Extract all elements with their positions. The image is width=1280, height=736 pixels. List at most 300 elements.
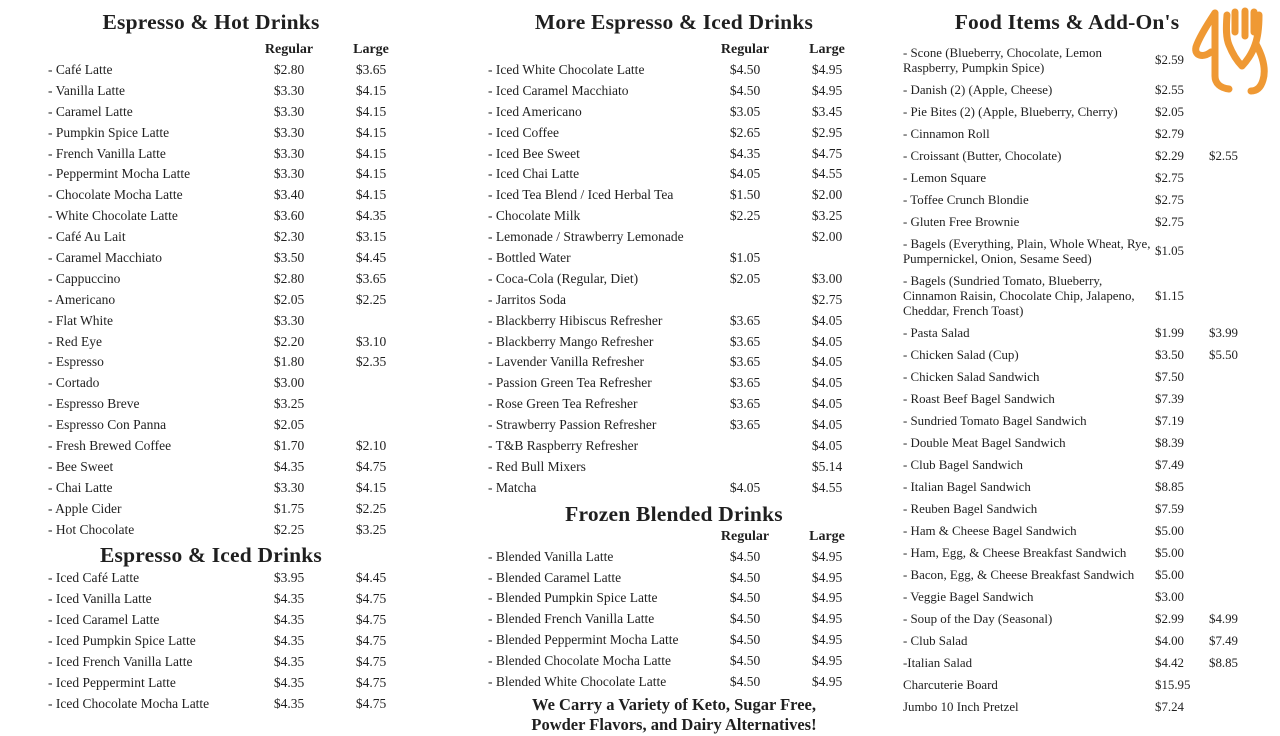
menu-item-row bbox=[40, 206, 412, 227]
menu-item-row bbox=[895, 344, 1255, 366]
price-header-large: Large bbox=[809, 42, 845, 57]
menu-item-price-large: $4.05 bbox=[811, 333, 843, 349]
menu-item-row bbox=[480, 609, 868, 630]
menu-item-price-large: $2.00 bbox=[811, 187, 843, 203]
menu-item-name: - White Chocolate Latte bbox=[48, 208, 178, 224]
menu-item-row bbox=[40, 332, 412, 353]
menu-item-price-regular: $3.30 bbox=[273, 103, 305, 119]
menu-item-row bbox=[40, 478, 412, 499]
menu-item-price-large: $2.75 bbox=[811, 291, 843, 307]
menu-item-name: - Cortado bbox=[48, 375, 100, 391]
menu-item-price-regular: $4.35 bbox=[273, 612, 305, 628]
menu-item-name: - French Vanilla Latte bbox=[48, 145, 166, 161]
menu-item-row bbox=[480, 81, 868, 102]
menu-item-price-large: $2.25 bbox=[355, 291, 387, 307]
section-title-more-espresso-iced-drinks: More Espresso & Iced Drinks bbox=[534, 10, 814, 34]
menu-item-name: - Cappuccino bbox=[48, 270, 121, 286]
menu-item-row bbox=[480, 547, 868, 568]
menu-item-row bbox=[895, 630, 1255, 652]
menu-item-price-regular: $4.50 bbox=[729, 548, 761, 564]
menu-item-name: - Bee Sweet bbox=[48, 458, 114, 474]
menu-item-row bbox=[895, 388, 1255, 410]
menu-item-row bbox=[895, 454, 1255, 476]
menu-item-price-regular: $3.65 bbox=[729, 396, 761, 412]
menu-item-price-large: $4.95 bbox=[811, 632, 843, 648]
menu-item-row bbox=[895, 498, 1255, 520]
menu-item-price-regular: $2.30 bbox=[273, 229, 305, 245]
menu-item-price-regular: $15.95 bbox=[1155, 677, 1191, 692]
menu-item-row bbox=[895, 608, 1255, 630]
menu-item-row bbox=[895, 366, 1255, 388]
menu-item-price-large: $3.65 bbox=[355, 270, 387, 286]
menu-item-price-regular: $2.05 bbox=[273, 417, 305, 433]
price-header-regular: Regular bbox=[720, 528, 770, 544]
menu-item-row bbox=[480, 164, 868, 185]
menu-item-price-regular: $2.05 bbox=[729, 270, 761, 286]
menu-item-row bbox=[895, 270, 1255, 322]
menu-item-price-large: $4.75 bbox=[355, 654, 387, 670]
menu-item-name: - Iced Tea Blend / Iced Herbal Tea bbox=[488, 187, 674, 203]
menu-item-price-regular: $3.25 bbox=[273, 396, 305, 412]
menu-item-name: - Iced Americano bbox=[488, 103, 582, 119]
menu-item-price-large: $4.55 bbox=[811, 479, 843, 495]
menu-item-name: - Espresso Breve bbox=[48, 396, 140, 412]
menu-list-more-iced-drinks bbox=[480, 60, 868, 499]
menu-item-price-regular: $3.65 bbox=[729, 333, 761, 349]
footer-note-line1: We Carry a Variety of Keto, Sugar Free, bbox=[532, 694, 816, 714]
menu-item-row bbox=[40, 81, 412, 102]
menu-item-name: - Matcha bbox=[488, 479, 537, 495]
menu-item-row bbox=[40, 673, 412, 694]
menu-item-price-large: $3.99 bbox=[1209, 325, 1239, 340]
price-header bbox=[480, 40, 868, 60]
menu-item-price-regular: $2.75 bbox=[1155, 170, 1185, 185]
menu-item-name: - Scone (Blueberry, Chocolate, Lemon Raspberry, Pumpkin Spice) bbox=[903, 45, 1102, 75]
menu-item-price-regular: $1.05 bbox=[1155, 244, 1185, 258]
menu-item-row bbox=[480, 311, 868, 332]
menu-item-price-regular: $2.05 bbox=[1155, 104, 1185, 119]
menu-item-price-regular: $4.50 bbox=[729, 653, 761, 669]
menu-item-row bbox=[40, 568, 412, 589]
menu-item-row bbox=[480, 373, 868, 394]
menu-item-price-regular: $4.50 bbox=[729, 674, 761, 690]
menu-item-price-large: $4.15 bbox=[355, 82, 387, 98]
menu-item-price-regular: $4.50 bbox=[729, 590, 761, 606]
menu-item-row bbox=[480, 123, 868, 144]
menu-item-row bbox=[895, 211, 1255, 233]
menu-item-name: Charcuterie Board bbox=[903, 677, 998, 692]
menu-item-name: - Lemon Square bbox=[903, 170, 987, 185]
menu-item-price-regular: $2.80 bbox=[273, 62, 305, 77]
menu-item-name: - Iced Vanilla Latte bbox=[48, 591, 152, 607]
menu-item-price-regular: $3.00 bbox=[273, 375, 305, 391]
menu-item-price-large: $3.25 bbox=[811, 208, 843, 224]
menu-item-row bbox=[480, 436, 868, 457]
menu-item-name: -Italian Salad bbox=[903, 655, 973, 670]
column-more-espresso-iced-drinks bbox=[480, 0, 868, 736]
menu-item-name: - Blended Caramel Latte bbox=[488, 569, 622, 585]
menu-item-row bbox=[40, 499, 412, 520]
menu-item-price-regular: $1.50 bbox=[729, 187, 761, 203]
menu-item-price-regular: $3.30 bbox=[273, 82, 305, 98]
menu-item-price-regular: $4.35 bbox=[273, 458, 305, 474]
menu-item-price-regular: $1.15 bbox=[1155, 288, 1185, 303]
menu-item-price-regular: $2.75 bbox=[1155, 192, 1185, 207]
menu-item-row bbox=[480, 352, 868, 373]
menu-item-row bbox=[40, 227, 412, 248]
menu-item-price-large: $2.25 bbox=[355, 500, 387, 516]
menu-item-price-regular: $3.30 bbox=[273, 145, 305, 161]
menu-item-row bbox=[40, 652, 412, 673]
menu-item-name: Jumbo 10 Inch Pretzel bbox=[903, 699, 1019, 714]
fork-knife-logo-icon bbox=[1180, 0, 1280, 115]
menu-item-price-large: $4.05 bbox=[811, 396, 843, 412]
menu-item-price-regular: $2.65 bbox=[729, 124, 761, 140]
menu-item-price-regular: $5.00 bbox=[1155, 523, 1185, 538]
menu-item-row bbox=[40, 290, 412, 311]
menu-item-name: - Red Eye bbox=[48, 333, 102, 349]
menu-item-price-large: $4.05 bbox=[811, 312, 843, 328]
menu-item-name: - Blended Chocolate Mocha Latte bbox=[488, 653, 671, 669]
menu-item-price-large: $4.45 bbox=[355, 250, 387, 266]
menu-item-price-large: $3.45 bbox=[811, 103, 843, 119]
menu-item-row bbox=[480, 415, 868, 436]
menu-item-name: - Iced White Chocolate Latte bbox=[488, 62, 645, 77]
menu-item-name: - Blended Pumpkin Spice Latte bbox=[488, 590, 658, 606]
footer-note-line2: Powder Flavors, and Dairy Alternatives! bbox=[531, 715, 817, 735]
section-title-food-items: Food Items & Add-On's bbox=[954, 10, 1180, 34]
menu-item-row bbox=[480, 206, 868, 227]
menu-item-name: - Double Meat Bagel Sandwich bbox=[903, 435, 1066, 450]
menu-item-price-regular: $4.50 bbox=[729, 62, 761, 77]
menu-item-row bbox=[40, 457, 412, 478]
menu-item-price-regular: $7.50 bbox=[1155, 369, 1185, 384]
menu-item-price-regular: $4.42 bbox=[1155, 655, 1185, 670]
menu-item-name: - Chocolate Mocha Latte bbox=[48, 187, 183, 203]
menu-item-price-large: $4.15 bbox=[355, 103, 387, 119]
menu-item-price-large: $4.55 bbox=[811, 166, 843, 182]
menu-item-row bbox=[895, 123, 1255, 145]
menu-item-price-large: $4.15 bbox=[355, 124, 387, 140]
menu-item-row bbox=[40, 520, 412, 541]
menu-item-name: - Jarritos Soda bbox=[488, 291, 566, 307]
menu-item-price-large: $3.25 bbox=[355, 521, 387, 537]
menu-item-row bbox=[40, 436, 412, 457]
menu-item-price-large: $4.15 bbox=[355, 479, 387, 495]
menu-item-price-regular: $3.30 bbox=[273, 166, 305, 182]
menu-item-price-regular: $4.50 bbox=[729, 569, 761, 585]
menu-item-price-large: $4.99 bbox=[1209, 611, 1239, 626]
menu-item-row bbox=[40, 394, 412, 415]
menu-item-price-regular: $2.25 bbox=[273, 521, 305, 537]
menu-item-row bbox=[480, 478, 868, 499]
menu-item-price-regular: $7.49 bbox=[1155, 457, 1185, 472]
menu-list-frozen-blended-drinks bbox=[480, 547, 868, 693]
price-header-large: Large bbox=[809, 528, 845, 544]
menu-item-row bbox=[895, 233, 1255, 270]
menu-item-row bbox=[40, 144, 412, 165]
menu-item-row bbox=[40, 311, 412, 332]
menu-item-price-large: $4.75 bbox=[355, 695, 387, 711]
menu-item-row bbox=[40, 694, 412, 715]
menu-item-price-regular: $2.79 bbox=[1155, 126, 1185, 141]
menu-item-row bbox=[895, 542, 1255, 564]
menu-item-row bbox=[480, 332, 868, 353]
menu-item-price-regular: $4.00 bbox=[1155, 633, 1185, 648]
menu-list-hot-drinks bbox=[40, 60, 412, 540]
menu-item-name: - Iced French Vanilla Latte bbox=[48, 654, 193, 670]
menu-item-row bbox=[895, 696, 1255, 718]
price-header-spacer bbox=[488, 527, 704, 547]
menu-item-name: - Bagels (Sundried Tomato, Blueberry, Cinnamon Raisin, Chocolate Chip, Jalapeno, Cheddar, French Toast) bbox=[903, 273, 1135, 318]
menu-item-row bbox=[40, 164, 412, 185]
menu-item-price-regular: $7.19 bbox=[1155, 413, 1185, 428]
menu-item-name: - Iced Caramel Macchiato bbox=[488, 82, 629, 98]
menu-item-price-large: $3.65 bbox=[355, 62, 387, 77]
menu-item-name: - Caramel Latte bbox=[48, 103, 133, 119]
menu-item-name: - Caramel Macchiato bbox=[48, 250, 162, 266]
menu-item-name: - Chai Latte bbox=[48, 479, 113, 495]
menu-item-price-large: $2.95 bbox=[811, 124, 843, 140]
menu-item-name: - Passion Green Tea Refresher bbox=[488, 375, 652, 391]
menu-item-price-large: $2.10 bbox=[355, 438, 387, 454]
menu-item-price-large: $4.75 bbox=[355, 591, 387, 607]
menu-item-name: - Ham & Cheese Bagel Sandwich bbox=[903, 523, 1077, 538]
menu-item-price-regular: $4.50 bbox=[729, 82, 761, 98]
menu-item-price-large: $4.95 bbox=[811, 82, 843, 98]
menu-item-price-regular: $1.75 bbox=[273, 500, 305, 516]
menu-item-price-large: $5.50 bbox=[1209, 347, 1239, 362]
menu-item-row bbox=[480, 651, 868, 672]
menu-item-row bbox=[480, 630, 868, 651]
menu-item-price-regular: $4.05 bbox=[729, 166, 761, 182]
menu-item-name: - Lemonade / Strawberry Lemonade bbox=[488, 229, 684, 245]
menu-item-price-regular: $4.35 bbox=[273, 695, 305, 711]
menu-item-name: - Blackberry Mango Refresher bbox=[488, 333, 654, 349]
menu-item-price-large: $4.75 bbox=[355, 633, 387, 649]
menu-item-name: - Vanilla Latte bbox=[48, 82, 125, 98]
menu-item-row bbox=[480, 248, 868, 269]
menu-item-row bbox=[480, 394, 868, 415]
menu-item-price-regular: $3.30 bbox=[273, 124, 305, 140]
menu-item-name: - Blackberry Hibiscus Refresher bbox=[488, 312, 663, 328]
menu-item-price-regular: $3.65 bbox=[729, 375, 761, 391]
menu-item-name: - Flat White bbox=[48, 312, 113, 328]
menu-item-name: - Café Au Lait bbox=[48, 229, 126, 245]
menu-item-price-regular: $2.29 bbox=[1155, 148, 1185, 163]
menu-item-row bbox=[895, 322, 1255, 344]
menu-item-price-large: $4.75 bbox=[355, 674, 387, 690]
menu-item-price-regular: $4.35 bbox=[273, 674, 305, 690]
menu-item-name: - Reuben Bagel Sandwich bbox=[903, 501, 1038, 516]
menu-item-price-regular: $2.99 bbox=[1155, 611, 1185, 626]
menu-item-price-regular: $7.59 bbox=[1155, 501, 1185, 516]
menu-item-name: - Iced Bee Sweet bbox=[488, 145, 580, 161]
menu-item-row bbox=[895, 189, 1255, 211]
menu-item-price-large: $2.35 bbox=[355, 354, 387, 370]
menu-item-row bbox=[40, 373, 412, 394]
menu-item-price-large: $5.14 bbox=[811, 458, 843, 474]
menu-item-name: - Peppermint Mocha Latte bbox=[48, 166, 191, 182]
menu-item-price-large: $4.45 bbox=[355, 570, 387, 586]
price-header-large: Large bbox=[353, 42, 389, 57]
menu-item-row bbox=[480, 144, 868, 165]
menu-item-row bbox=[895, 145, 1255, 167]
menu-item-name: - Espresso bbox=[48, 354, 104, 370]
menu-item-price-regular: $3.40 bbox=[273, 187, 305, 203]
menu-item-name: - Blended Vanilla Latte bbox=[488, 548, 614, 564]
menu-item-name: - Pumpkin Spice Latte bbox=[48, 124, 170, 140]
menu-item-name: - Apple Cider bbox=[48, 500, 122, 516]
menu-item-name: - Cinnamon Roll bbox=[903, 126, 990, 141]
menu-item-name: - Soup of the Day (Seasonal) bbox=[903, 611, 1053, 626]
menu-item-price-regular: $3.50 bbox=[273, 250, 305, 266]
menu-item-price-regular: $4.35 bbox=[273, 591, 305, 607]
menu-item-row bbox=[480, 102, 868, 123]
menu-item-name: - Bagels (Everything, Plain, Whole Wheat, Rye, Pumpernickel, Onion, Sesame Seed) bbox=[903, 236, 1151, 266]
menu-item-name: - Lavender Vanilla Refresher bbox=[488, 354, 645, 370]
section-title-frozen-blended-drinks: Frozen Blended Drinks bbox=[565, 501, 783, 526]
menu-item-price-regular: $1.05 bbox=[729, 250, 761, 266]
menu-item-name: - Toffee Crunch Blondie bbox=[903, 192, 1029, 207]
menu-item-price-large: $4.05 bbox=[811, 417, 843, 433]
menu-item-price-regular: $3.00 bbox=[1155, 589, 1185, 604]
menu-item-price-regular: $3.30 bbox=[273, 479, 305, 495]
menu-item-row bbox=[40, 269, 412, 290]
menu-item-name: - Strawberry Passion Refresher bbox=[488, 417, 657, 433]
menu-item-row bbox=[480, 60, 868, 81]
price-header-regular: Regular bbox=[720, 42, 770, 57]
menu-item-price-regular: $4.35 bbox=[273, 654, 305, 670]
menu-item-row bbox=[480, 185, 868, 206]
menu-item-price-regular: $2.25 bbox=[729, 208, 761, 224]
menu-item-price-large: $4.35 bbox=[355, 208, 387, 224]
menu-item-price-regular: $7.39 bbox=[1155, 391, 1185, 406]
menu-item-row bbox=[480, 568, 868, 589]
menu-item-row bbox=[40, 415, 412, 436]
menu-item-price-regular: $4.35 bbox=[273, 633, 305, 649]
menu-item-price-regular: $4.50 bbox=[729, 611, 761, 627]
menu-item-name: - Bottled Water bbox=[488, 250, 571, 266]
menu-item-price-regular: $4.05 bbox=[729, 479, 761, 495]
menu-item-price-regular: $3.50 bbox=[1155, 347, 1185, 362]
menu-item-price-large: $4.15 bbox=[355, 187, 387, 203]
menu-item-name: - Iced Coffee bbox=[488, 124, 559, 140]
menu-item-row bbox=[895, 167, 1255, 189]
menu-item-name: - Sundried Tomato Bagel Sandwich bbox=[903, 413, 1087, 428]
menu-item-price-large: $7.49 bbox=[1209, 633, 1239, 648]
section-title-espresso-hot-drinks: Espresso & Hot Drinks bbox=[102, 10, 320, 34]
menu-item-price-large: $3.15 bbox=[355, 229, 387, 245]
menu-item-name: - T&B Raspberry Refresher bbox=[488, 438, 639, 454]
menu-item-name: - Pie Bites (2) (Apple, Blueberry, Cherry) bbox=[903, 104, 1118, 119]
menu-item-price-regular: $1.80 bbox=[273, 354, 305, 370]
menu-item-price-large: $4.95 bbox=[811, 674, 843, 690]
menu-item-name: - Roast Beef Bagel Sandwich bbox=[903, 391, 1055, 406]
menu-item-name: - Italian Bagel Sandwich bbox=[903, 479, 1031, 494]
menu-item-name: - Iced Chocolate Mocha Latte bbox=[48, 695, 210, 711]
menu-item-price-regular: $3.65 bbox=[729, 312, 761, 328]
menu-item-name: - Bacon, Egg, & Cheese Breakfast Sandwich bbox=[903, 567, 1135, 582]
menu-item-row bbox=[895, 520, 1255, 542]
menu-item-price-large: $4.95 bbox=[811, 590, 843, 606]
menu-item-price-regular: $2.80 bbox=[273, 270, 305, 286]
menu-item-price-large: $4.95 bbox=[811, 62, 843, 77]
menu-item-price-regular: $7.24 bbox=[1155, 699, 1185, 714]
menu-item-name: - Chicken Salad (Cup) bbox=[903, 347, 1019, 362]
menu-item-row bbox=[40, 102, 412, 123]
menu-item-row bbox=[480, 672, 868, 693]
menu-item-price-large: $4.15 bbox=[355, 145, 387, 161]
menu-item-name: - Coca-Cola (Regular, Diet) bbox=[488, 270, 639, 286]
menu-item-name: - Blended Peppermint Mocha Latte bbox=[488, 632, 679, 648]
price-header-spacer bbox=[488, 40, 704, 60]
menu-item-price-large: $2.55 bbox=[1209, 148, 1239, 163]
menu-list-iced-drinks bbox=[40, 568, 412, 714]
menu-item-price-large: $4.95 bbox=[811, 569, 843, 585]
menu-item-price-large: $4.05 bbox=[811, 438, 843, 454]
menu-item-price-large: $4.75 bbox=[811, 145, 843, 161]
menu-item-name: - Blended White Chocolate Latte bbox=[488, 674, 667, 690]
menu-item-price-regular: $3.30 bbox=[273, 312, 305, 328]
menu-item-price-large: $4.95 bbox=[811, 653, 843, 669]
menu-item-row bbox=[40, 352, 412, 373]
menu-item-price-regular: $5.00 bbox=[1155, 567, 1185, 582]
menu-item-row bbox=[480, 227, 868, 248]
menu-item-row bbox=[40, 185, 412, 206]
menu-item-row bbox=[480, 269, 868, 290]
menu-item-price-large: $3.10 bbox=[355, 333, 387, 349]
menu-item-name: - Chocolate Milk bbox=[488, 208, 581, 224]
menu-item-row bbox=[895, 432, 1255, 454]
menu-item-name: - Danish (2) (Apple, Cheese) bbox=[903, 82, 1053, 97]
menu-list-food-items bbox=[895, 42, 1255, 718]
menu-item-price-large: $8.85 bbox=[1209, 655, 1239, 670]
menu-item-name: - Club Bagel Sandwich bbox=[903, 457, 1023, 472]
menu-item-name: - Club Salad bbox=[903, 633, 968, 648]
menu-item-price-regular: $5.00 bbox=[1155, 545, 1185, 560]
menu-item-price-large: $4.05 bbox=[811, 354, 843, 370]
menu-item-price-regular: $8.39 bbox=[1155, 435, 1185, 450]
menu-item-row bbox=[40, 631, 412, 652]
price-header bbox=[40, 40, 412, 60]
menu-item-name: - Veggie Bagel Sandwich bbox=[903, 589, 1034, 604]
menu-item-name: - Americano bbox=[48, 291, 116, 307]
menu-item-name: - Ham, Egg, & Cheese Breakfast Sandwich bbox=[903, 545, 1127, 560]
menu-item-name: - Blended French Vanilla Latte bbox=[488, 611, 655, 627]
menu-item-price-regular: $2.20 bbox=[273, 333, 305, 349]
menu-item-name: - Gluten Free Brownie bbox=[903, 214, 1020, 229]
menu-item-row bbox=[895, 410, 1255, 432]
menu-item-price-regular: $2.59 bbox=[1155, 53, 1185, 67]
menu-item-price-large: $4.95 bbox=[811, 611, 843, 627]
menu-item-price-regular: $3.65 bbox=[729, 354, 761, 370]
menu-item-row bbox=[480, 588, 868, 609]
menu-item-name: - Pasta Salad bbox=[903, 325, 970, 340]
menu-item-price-regular: $2.55 bbox=[1155, 82, 1185, 97]
menu-item-price-large: $4.05 bbox=[811, 375, 843, 391]
menu-item-name: - Iced Caramel Latte bbox=[48, 612, 160, 628]
menu-item-row bbox=[40, 123, 412, 144]
column-espresso-hot-drinks bbox=[40, 0, 412, 715]
menu-item-row bbox=[480, 457, 868, 478]
menu-item-price-large: $2.00 bbox=[811, 229, 843, 245]
menu-item-price-regular: $3.60 bbox=[273, 208, 305, 224]
menu-item-name: - Iced Chai Latte bbox=[488, 166, 580, 182]
menu-item-price-regular: $4.50 bbox=[729, 632, 761, 648]
menu-item-name: - Red Bull Mixers bbox=[488, 458, 586, 474]
menu-item-row bbox=[895, 586, 1255, 608]
